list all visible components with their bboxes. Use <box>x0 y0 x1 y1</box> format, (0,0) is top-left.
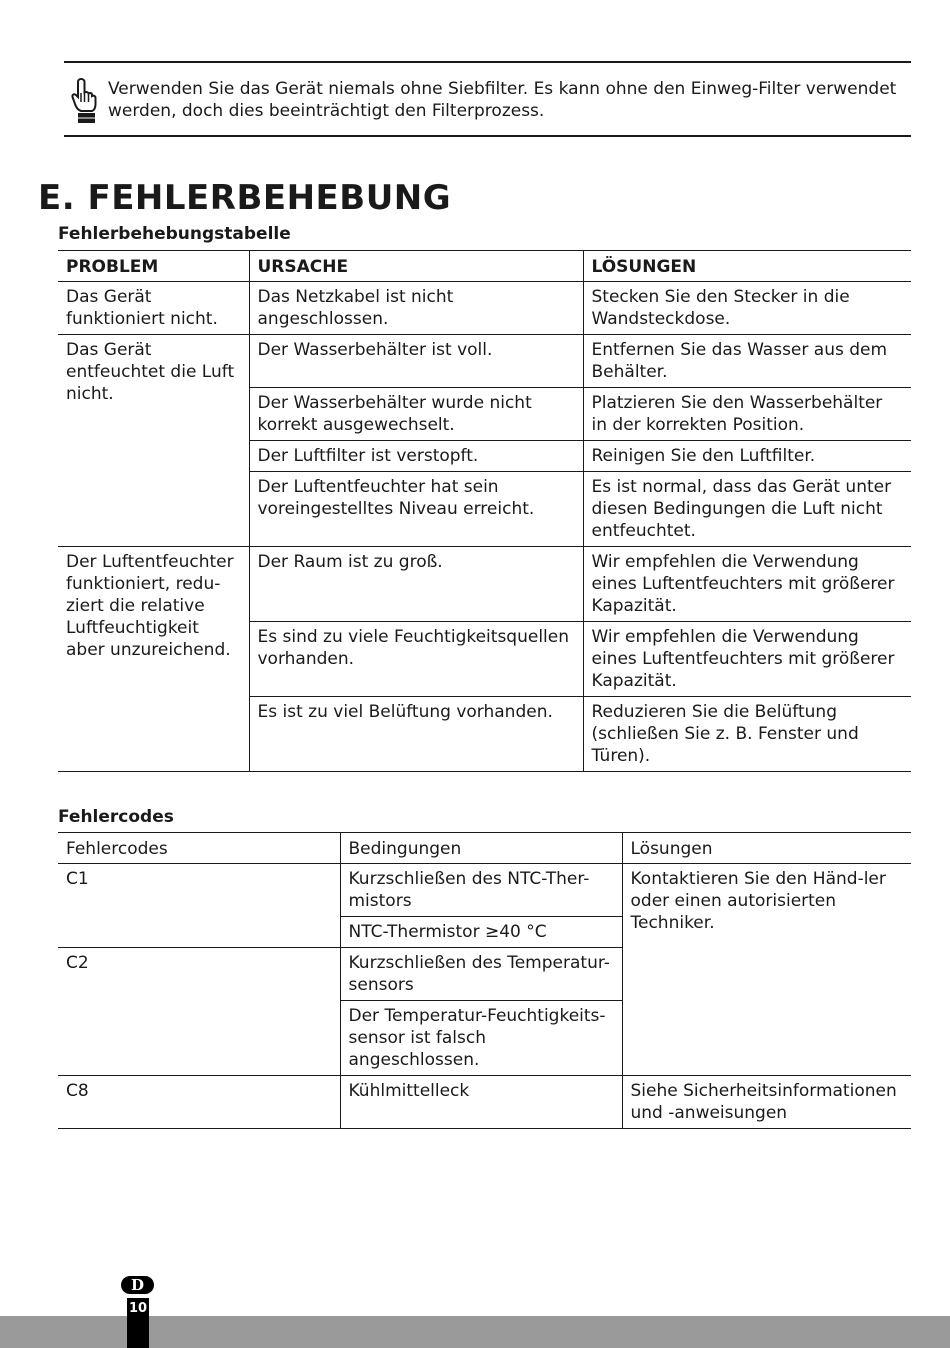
table-row <box>58 335 911 388</box>
cause-cell: Es ist zu viel Belüftung vorhanden. <box>249 697 583 772</box>
troubleshooting-table-title: Fehlerbehebungstabelle <box>58 224 291 244</box>
header-conditions: Bedingungen <box>340 833 622 864</box>
header-solutions: Lösungen <box>622 833 911 864</box>
error-code-cell: C1 <box>58 864 340 948</box>
solution-cell: Reinigen Sie den Luftfilter. <box>583 441 911 472</box>
table-row <box>58 864 911 917</box>
condition-cell: Der Temperatur-Feuchtigkeits-sensor ist falsch angeschlossen. <box>340 1001 622 1076</box>
header-code: Fehlercodes <box>58 833 340 864</box>
cause-cell: Der Wasserbehälter ist voll. <box>249 335 583 388</box>
section-title: E. FEHLERBEHEBUNG <box>38 178 452 218</box>
note-text: Verwenden Sie das Gerät niemals ohne Siebfilter. Es kann ohne den Einweg-Filter verwendet werden, doch dies beeinträchtigt den Filterprozess. <box>108 79 897 121</box>
solution-cell: Stecken Sie den Stecker in die Wandsteckdose. <box>583 282 911 335</box>
solution-cell: Platzieren Sie den Wasserbehälter in der korrekten Position. <box>583 388 911 441</box>
cause-cell: Es sind zu viele Feuchtigkeitsquellen vorhanden. <box>249 622 583 697</box>
table-row <box>58 547 911 622</box>
cause-cell: Der Raum ist zu groß. <box>249 547 583 622</box>
table-row <box>58 1076 911 1129</box>
error-codes-table <box>58 832 911 1129</box>
problem-cell: Das Gerät entfeuchtet die Luft nicht. <box>58 335 249 547</box>
cause-cell: Der Luftentfeuchter hat sein voreingestelltes Niveau erreicht. <box>249 472 583 547</box>
page-number: 10 <box>127 1298 149 1348</box>
solution-cell: Entfernen Sie das Wasser aus dem Behälter. <box>583 335 911 388</box>
condition-cell: Kurzschließen des NTC-Ther-mistors <box>340 864 622 917</box>
solution-cell: Kontaktieren Sie den Händ-ler oder einen autorisierten Techniker. <box>622 864 911 1076</box>
table-header-row <box>58 833 911 864</box>
table-header-row <box>58 251 911 282</box>
condition-cell: Kurzschließen des Temperatur-sensors <box>340 948 622 1001</box>
solution-cell: Es ist normal, dass das Gerät unter diesen Bedingungen die Luft nicht entfeuchtet. <box>583 472 911 547</box>
header-cause: URSACHE <box>249 251 583 282</box>
solution-cell: Reduzieren Sie die Belüftung (schließen Sie z. B. Fenster und Türen). <box>583 697 911 772</box>
cause-cell: Der Wasserbehälter wurde nicht korrekt ausgewechselt. <box>249 388 583 441</box>
solution-cell: Wir empfehlen die Verwendung eines Luftentfeuchters mit größerer Kapazität. <box>583 622 911 697</box>
solution-cell: Siehe Sicherheitsinformationen und -anweisungen <box>622 1076 911 1129</box>
error-code-cell: C8 <box>58 1076 340 1129</box>
table-row <box>58 282 911 335</box>
problem-cell: Der Luftentfeuchter funktioniert, redu-ziert die relative Luftfeuchtigkeit aber unzureichend. <box>58 547 249 772</box>
problem-cell: Das Gerät funktioniert nicht. <box>58 282 249 335</box>
header-solution: LÖSUNGEN <box>583 251 911 282</box>
filter-warning-note <box>64 61 911 137</box>
cause-cell: Der Luftfilter ist verstopft. <box>249 441 583 472</box>
pointing-hand-icon <box>70 77 98 125</box>
solution-cell: Wir empfehlen die Verwendung eines Luftentfeuchters mit größerer Kapazität. <box>583 547 911 622</box>
error-codes-title: Fehlercodes <box>58 807 174 827</box>
troubleshooting-table <box>58 250 911 772</box>
error-code-cell: C2 <box>58 948 340 1076</box>
condition-cell: NTC-Thermistor ≥40 °C <box>340 917 622 948</box>
header-problem: PROBLEM <box>58 251 249 282</box>
cause-cell: Das Netzkabel ist nicht angeschlossen. <box>249 282 583 335</box>
condition-cell: Kühlmittelleck <box>340 1076 622 1129</box>
language-badge: D <box>121 1276 154 1294</box>
